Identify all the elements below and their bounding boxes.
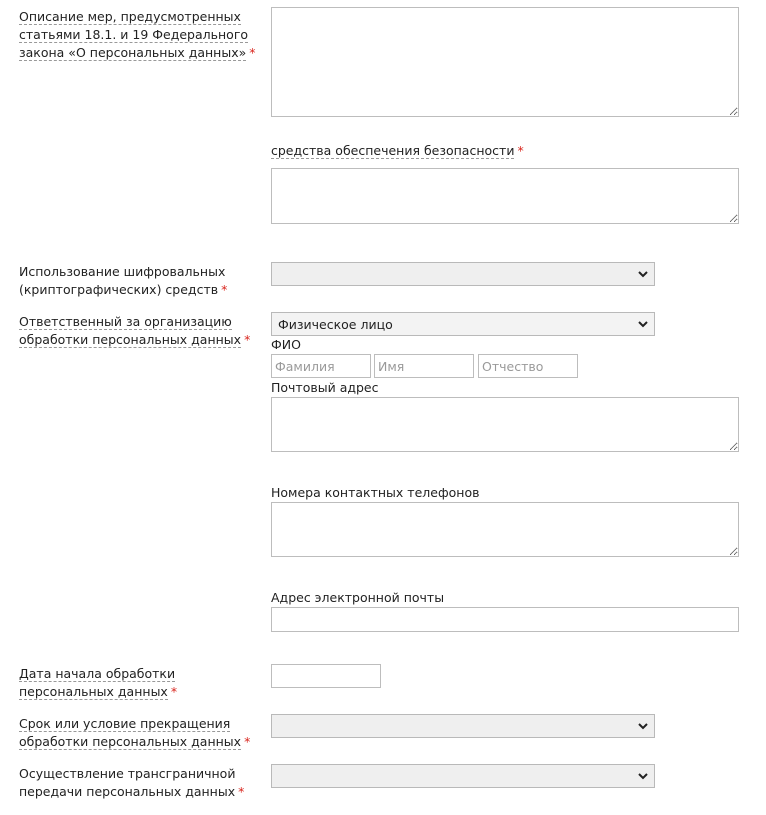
phones-textarea[interactable] (271, 502, 739, 557)
required-mark: * (517, 143, 524, 158)
end-condition-select[interactable] (271, 714, 655, 738)
chevron-down-icon (638, 771, 648, 781)
phones-label: Номера контактных телефонов (271, 485, 480, 500)
cross-border-label: Осуществление трансграничной передачи персональных данных * (19, 766, 245, 799)
measures-desc-textarea[interactable] (271, 7, 739, 117)
crypto-usage-select[interactable] (271, 262, 655, 286)
crypto-usage-label: Использование шифровальных (криптографических) средств * (19, 264, 228, 297)
required-mark: * (170, 684, 178, 699)
surname-input[interactable] (271, 354, 371, 378)
fio-label: ФИО (271, 337, 301, 352)
required-mark: * (244, 332, 251, 347)
responsible-label: Ответственный за организацию обработки персональных данных * (19, 314, 251, 347)
start-date-input[interactable] (271, 664, 381, 688)
patronymic-input[interactable] (478, 354, 578, 378)
end-condition-label: Срок или условие прекращения обработки персональных данных * (19, 716, 251, 749)
required-mark: * (244, 734, 251, 749)
start-date-label: Дата начала обработки персональных данных * (19, 666, 178, 699)
email-label: Адрес электронной почты (271, 590, 445, 605)
security-means-textarea[interactable] (271, 168, 739, 224)
postal-address-textarea[interactable] (271, 397, 739, 452)
required-mark: * (238, 784, 245, 799)
security-means-label: средства обеспечения безопасности * (271, 143, 524, 158)
postal-address-label: Почтовый адрес (271, 380, 379, 395)
required-mark: * (221, 282, 228, 297)
name-input[interactable] (374, 354, 474, 378)
responsible-select[interactable]: Физическое лицо (271, 312, 655, 336)
cross-border-select[interactable] (271, 764, 655, 788)
chevron-down-icon (638, 269, 648, 279)
required-mark: * (249, 45, 256, 60)
chevron-down-icon (638, 319, 648, 329)
measures-desc-label: Описание мер, предусмотренных статьями 18.1. и 19 Федерального закона «О персональных данных» * (19, 9, 256, 60)
email-input[interactable] (271, 607, 739, 632)
chevron-down-icon (638, 721, 648, 731)
